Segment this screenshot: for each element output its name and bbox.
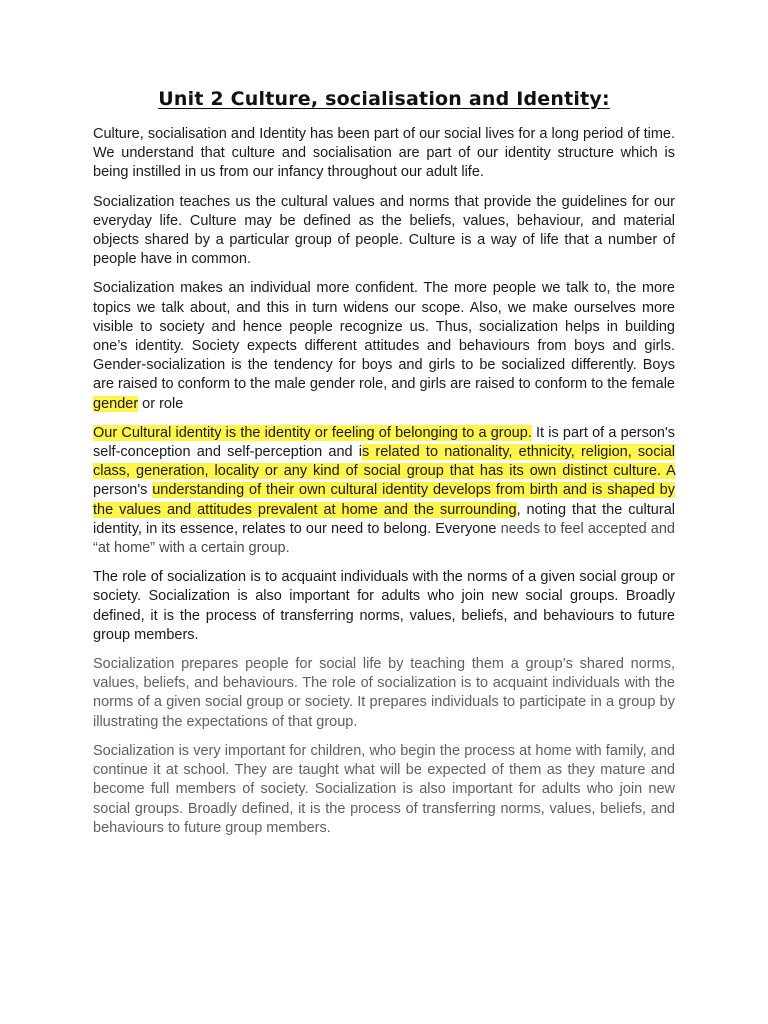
highlighted-text: s related to nationality, ethnicity, religion, social class, generation, locality or any kind of social group that has its own distinct culture. A [93, 444, 676, 480]
text-run: or role [138, 395, 184, 412]
text-run: needs to feel accepted and “at home” with a certain group. [93, 520, 676, 557]
highlighted-text: understanding of their own cultural identity develops from birth and is shaped by the values and attitudes prevalent at home and the surrounding [93, 482, 675, 518]
text-run: It is part of a person's self-conception and self-perception and i [93, 424, 675, 461]
paragraph-social-life: Socialization prepares people for social life by teaching them a group’s shared norms, values, beliefs, and behaviours. The role of socialization is to acquaint individuals with the norms of a given social group or society. It prepares individuals to participate in a group by illustrating the expectations of that group. [93, 656, 675, 730]
document-title: Unit 2 Culture, socialisation and Identity: [158, 88, 610, 110]
paragraph-cultural-identity [93, 424, 675, 558]
paragraph-socialization-confidence [93, 279, 675, 413]
paragraph-role-of-socialization: The role of socialization is to acquaint individuals with the norms of a given social group or society. Socialization is also important for adults who join new social groups. Broadly defined, it is the process of transferring norms, values, beliefs, and behaviours to future group members. [93, 569, 675, 643]
paragraph-intro: Culture, socialisation and Identity has been part of our social lives for a long period of time. We understand that culture and socialisation are part of our identity structure which is being instilled in us from our infancy throughout our adult life. [93, 126, 675, 181]
text-run: Socialization makes an individual more confident. The more people we talk to, the more topics we talk about, and this in turn widens our scope. Also, we make ourselves more visible to society and hence people recognize us. Thus, socialization helps in building one’s identity. Society expects different attitudes and behaviours from boys and girls. Gender-socialization is the tendency for boys and girls to be socialized differently. Boys are raised to conform to the male gender role, and girls are raised to conform to the female [93, 280, 675, 393]
highlighted-text: gender [93, 395, 139, 412]
text-run: , noting that the cultural identity, in its essence, relates to our need to belong. Everyone [93, 501, 675, 537]
paragraph-children: Socialization is very important for children, who begin the process at home with family, and continue it at school. They are taught what will be expected of them as they mature and become full members of society. Socialization is also important for adults who join new social groups. Broadly defined, it is the process of transferring norms, values, beliefs, and behaviours to future group members. [93, 742, 675, 836]
text-run: person's [93, 482, 153, 499]
highlighted-text: Our Cultural identity is the identity or feeling of belonging to a group. [93, 424, 532, 441]
paragraph-socialization-values: Socialization teaches us the cultural values and norms that provide the guidelines for our everyday life. Culture may be defined as the beliefs, values, behaviour, and material objects shared by a particular group of people. Culture is a way of life that a number of people have in common. [93, 193, 675, 268]
